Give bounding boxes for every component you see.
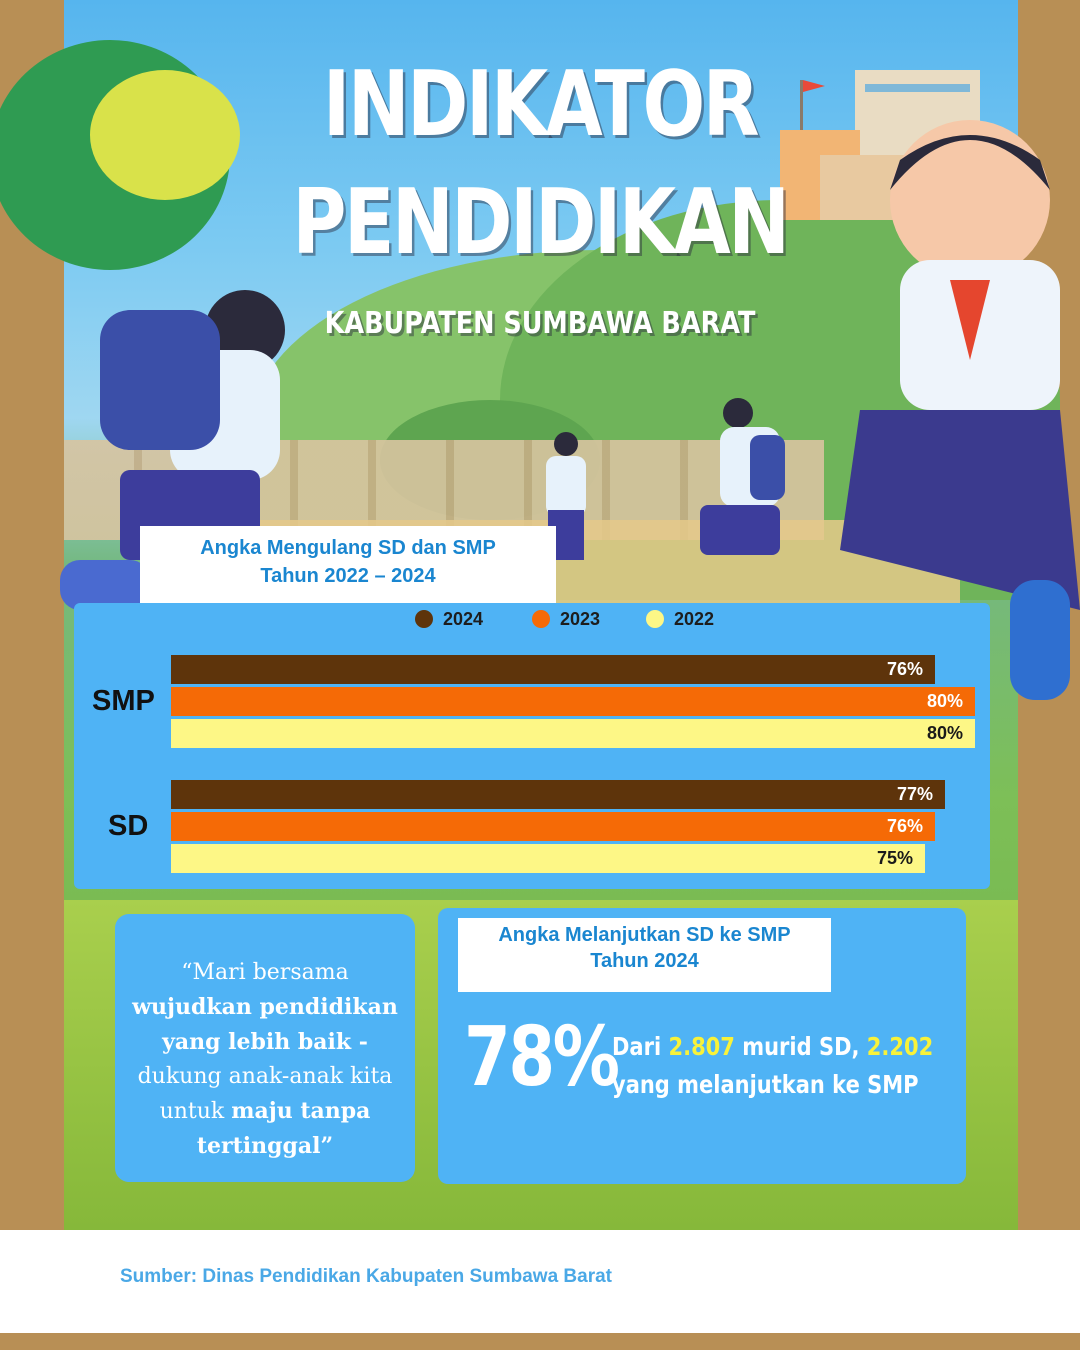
quote-bold-text: wujudkan pendidikan [132,994,398,1020]
page-title-line-1: INDIKATOR [322,52,758,157]
continuation-percent: 78% [464,1010,618,1105]
category-label-sd: SD [108,810,149,842]
category-label-smp: SMP [92,685,155,717]
page-title-line-2: PENDIDIKAN [292,170,788,275]
continuation-title-tab [458,918,831,992]
chart-title-line-1: Angka Mengulang SD dan SMP [200,537,496,559]
bar-smp-2022 [171,719,975,748]
continuation-title-line-2: Tahun 2024 [590,950,699,972]
quote-bold-text: tertinggal” [196,1133,334,1159]
quote-bold-text: maju tanpa [231,1098,371,1124]
data-label-sd-2023: 76% [887,816,924,836]
continuation-desc-line-2: yang melanjutkan ke SMP [612,1070,919,1099]
continuation-desc-line-1 [612,1028,934,1066]
bar-sd-2022 [171,844,925,873]
bar-smp-2024 [171,655,935,684]
quote-line [123,990,407,1025]
quote-line [123,1129,407,1164]
quote-line [123,1094,407,1129]
quote-line: “Mari bersama [181,960,349,985]
desc-text: Dari [612,1032,669,1061]
continuation-title-line-1: Angka Melanjutkan SD ke SMP [498,924,791,946]
data-label-smp-2024: 76% [887,659,924,679]
bar-sd-2023 [171,812,935,841]
data-label-sd-2024: 77% [897,784,934,804]
legend-item-2024 [415,608,483,630]
quote-bold-text: yang lebih baik - [162,1029,368,1055]
quote-box [115,914,415,1182]
quote-text: untuk [159,1099,232,1124]
legend-swatch [532,610,550,628]
bar-sd-2024 [171,780,945,809]
student-illustration [690,395,830,595]
data-label-sd-2022: 75% [877,848,914,868]
smp-count: 2.202 [866,1032,934,1061]
legend-label: 2022 [674,608,715,629]
desc-text: murid SD, [734,1032,867,1061]
legend-item-2023 [532,608,600,630]
bar-smp-2023 [171,687,975,716]
legend-label: 2023 [560,608,601,629]
legend-label: 2024 [443,608,484,629]
source-text: Sumber: Dinas Pendidikan Kabupaten Sumbawa Barat [120,1266,612,1287]
legend-item-2022 [646,608,714,630]
continuation-description [612,1028,934,1104]
chart-title-line-2: Tahun 2022 – 2024 [260,565,436,587]
sd-count: 2.807 [668,1032,735,1061]
page-subtitle: KABUPATEN SUMBAWA BARAT [324,306,756,341]
data-label-smp-2022: 80% [927,723,964,743]
chart-title-tab [140,526,556,604]
data-label-smp-2023: 80% [927,691,964,711]
quote-line [123,1025,407,1060]
legend-swatch [415,610,433,628]
quote-line: dukung anak-anak kita [137,1064,393,1089]
legend-swatch [646,610,664,628]
